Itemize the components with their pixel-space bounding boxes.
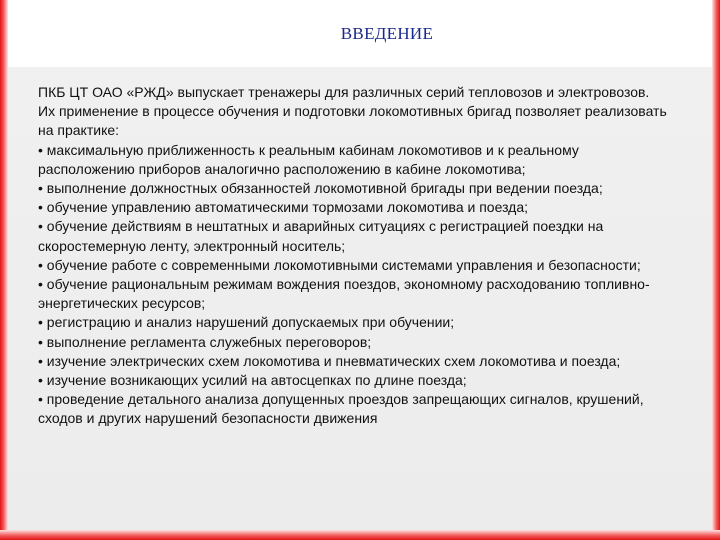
list-item: • обучение работе с современными локомотивными системами управления и безопасности; xyxy=(38,256,641,273)
list-item: • выполнение регламента служебных переговоров; xyxy=(38,333,372,350)
list-item: • максимальную приближенность к реальным кабинам локомотивов и к реальному расположению приборов аналогично расположению в кабине локомотива; xyxy=(38,141,579,177)
body-text xyxy=(38,83,668,429)
right-frame-border xyxy=(712,0,720,540)
list-item: • изучение возникающих усилий на автосцепках по длине поезда; xyxy=(38,372,467,389)
list-item: • выполнение должностных обязанностей локомотивной бригады при ведении поезда; xyxy=(38,180,603,197)
list-item: • обучение действиям в нештатных и аварийных ситуациях с регистрацией поездки на скоростемерную ленту, электронный носитель; xyxy=(38,218,604,254)
list-item: • изучение электрических схем локомотива и пневматических схем локомотива и поезда; xyxy=(38,352,621,369)
list-item: • обучение управлению автоматическими тормозами локомотива и поезда; xyxy=(38,199,529,216)
list-item: • регистрацию и анализ нарушений допускаемых при обучении; xyxy=(38,314,455,331)
left-frame-border xyxy=(0,0,8,540)
bottom-frame-border xyxy=(0,530,720,540)
slide-header xyxy=(8,0,712,66)
content-panel xyxy=(8,67,712,530)
intro-paragraph: ПКБ ЦТ ОАО «РЖД» выпускает тренажеры для различных серий тепловозов и электровозов. Их применение в процессе обучения и подготовки локомотивных бригад позволяет реализовать на практике: xyxy=(38,84,667,139)
list-item: • проведение детального анализа допущенных проездов запрещающих сигналов, крушений, сходов и других нарушений безопасности движения xyxy=(38,391,644,427)
slide-title: ВВЕДЕНИЕ xyxy=(340,24,434,43)
list-item: • обучение рациональным режимам вождения поездов, экономному расходованию топливно-энергетических ресурсов; xyxy=(38,276,650,312)
